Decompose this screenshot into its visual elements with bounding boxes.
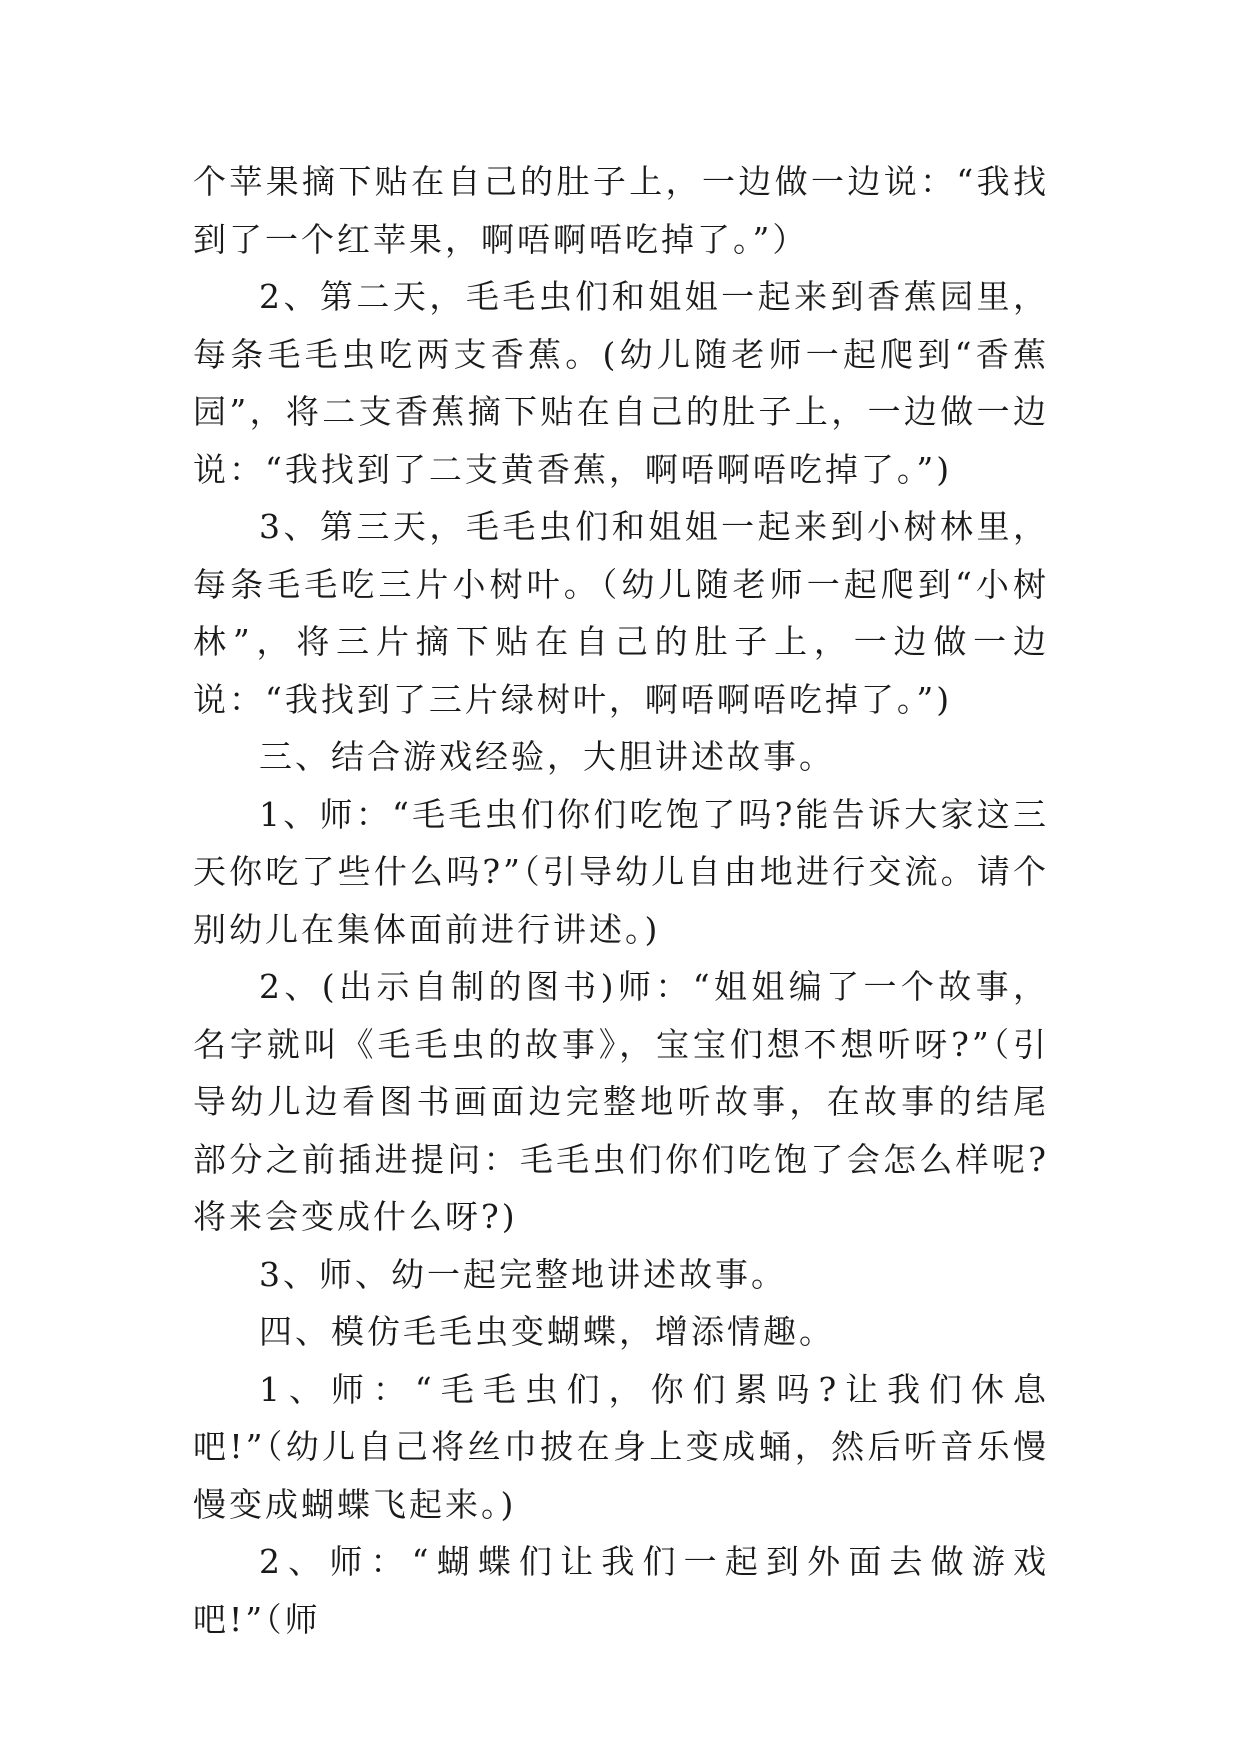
document-body [193,153,1049,1648]
paragraph: 个苹果摘下贴在自己的肚子上，一边做一边说：“我找到了一个红苹果，啊唔啊唔吃掉了。”） [193,162,1049,259]
paragraph: 3、第三天，毛毛虫们和姐姐一起来到小树林里，每条毛毛吃三片小树叶。（幼儿随老师一起爬到“小树林”，将三片摘下贴在自己的肚子上，一边做一边说：“我找到了三片绿树叶，啊唔啊唔吃掉了。”) [193,507,1049,719]
paragraph: 1、师：“毛毛虫们，你们累吗?让我们休息吧!”（幼儿自己将丝巾披在身上变成蛹，然后听音乐慢慢变成蝴蝶飞起来。) [193,1369,1049,1524]
paragraph: 2、(出示自制的图书)师：“姐姐编了一个故事，名字就叫《毛毛虫的故事》，宝宝们想不想听呀?”（引导幼儿边看图书画面边完整地听故事，在故事的结尾部分之前插进提问：毛毛虫们你们吃饱了会怎么样呢?将来会变成什么呀?) [193,967,1049,1236]
paragraph: 1、师：“毛毛虫们你们吃饱了吗?能告诉大家这三天你吃了些什么吗?”（引导幼儿自由地进行交流。请个别幼儿在集体面前进行讲述。) [193,794,1049,949]
section-heading: 四、模仿毛毛虫变蝴蝶，增添情趣。 [259,1312,835,1351]
section-heading: 三、结合游戏经验，大胆讲述故事。 [259,737,835,776]
paragraph: 2、第二天，毛毛虫们和姐姐一起来到香蕉园里，每条毛毛虫吃两支香蕉。(幼儿随老师一起爬到“香蕉园”，将二支香蕉摘下贴在自己的肚子上，一边做一边说：“我找到了二支黄香蕉，啊唔啊唔吃掉了。”) [193,277,1049,489]
paragraph: 2、师：“蝴蝶们让我们一起到外面去做游戏吧!”（师 [193,1542,1049,1639]
paragraph: 3、师、幼一起完整地讲述故事。 [259,1254,787,1294]
